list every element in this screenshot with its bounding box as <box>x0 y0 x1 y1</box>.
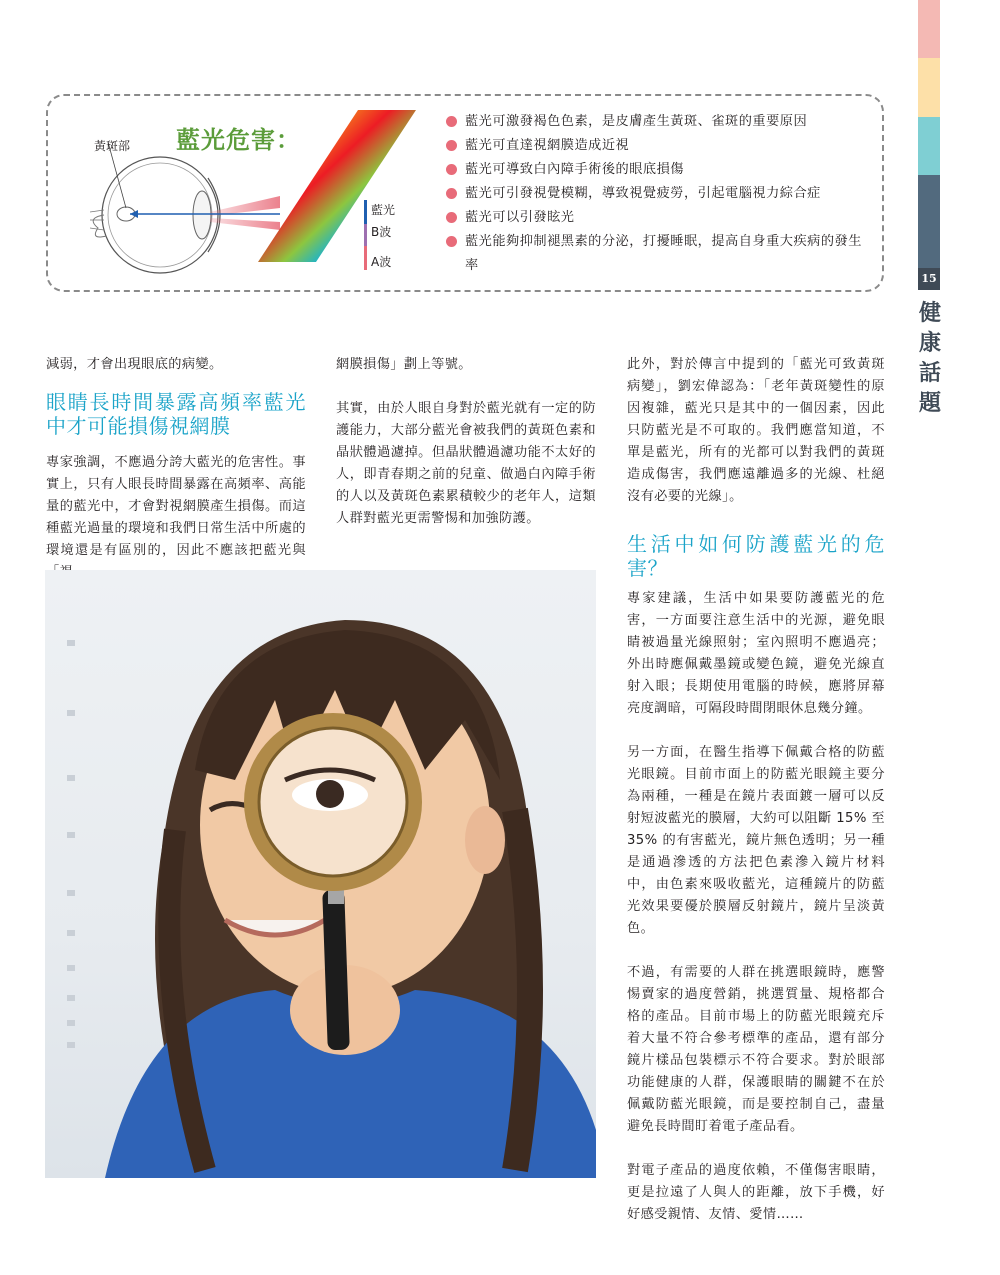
photo-illustration <box>45 570 596 1178</box>
list-item: 藍光能夠抑制褪黑素的分泌，打擾睡眠，提高自身重大疾病的發生率 <box>446 230 866 278</box>
blue-light-hazard-title: 藍光危害： <box>176 126 301 154</box>
blue-light-beam <box>210 196 280 216</box>
macula-label: 黃斑部 <box>94 139 131 153</box>
page-number: 15 <box>918 268 940 290</box>
bullet-dot-icon <box>446 116 457 127</box>
color-tab-yellow <box>918 58 940 117</box>
uv-beam <box>210 218 280 230</box>
bullet-dot-icon <box>446 164 457 175</box>
col3-p3: 另一方面，在醫生指導下佩戴合格的防藍光眼鏡。目前市面上的防藍光眼鏡主要分為兩種，一種是在鏡片表面鍍一層可以反射短波藍光的膜層，大約可以阻斷 15% 至 35% 的有害藍光，鏡片無色透明；另一種是通過滲透的方法把色素滲入鏡片材料中，由色素來吸收藍光，這種鏡片的防藍光效果要優於膜層反射鏡片，鏡片呈淡黃色。 <box>627 745 885 936</box>
column-1 <box>46 354 306 584</box>
col3-p2: 專家建議，生活中如果要防護藍光的危害，一方面要注意生活中的光源，避免眼睛被過量光線照射；室內照明不應過亮；外出時應佩戴墨鏡或變色鏡，避免光線直射入眼；長期使用電腦的時候，應將屏幕亮度調暗，可隔段時間閉眼休息幾分鐘。 <box>627 591 885 716</box>
bullet-dot-icon <box>446 140 457 151</box>
column-2 <box>336 354 596 530</box>
bullet-dot-icon <box>446 188 457 199</box>
col2-intro: 網膜損傷」劃上等號。 <box>336 357 472 372</box>
bullet-dot-icon <box>446 212 457 223</box>
list-item: 藍光可引發視覺模糊，導致視覺疲勞，引起電腦視力綜合症 <box>446 182 866 206</box>
b-wave-marker <box>364 224 367 246</box>
col1-intro: 減弱，才會出現眼底的病變。 <box>46 357 223 372</box>
list-item: 藍光可以引發眩光 <box>446 206 866 230</box>
girl-with-magnifier-photo <box>45 570 596 1178</box>
col3-p5: 對電子產品的過度依賴，不僅傷害眼睛，更是拉遠了人與人的距離，放下手機，好好感受親情、友情、愛情…… <box>627 1163 885 1222</box>
col1-heading: 眼睛長時間暴露高頻率藍光中才可能損傷視網膜 <box>46 390 306 438</box>
hazard-list <box>446 110 866 278</box>
color-tab-pink <box>918 0 940 58</box>
col3-heading: 生活中如何防護藍光的危害？ <box>627 532 885 580</box>
col3-p4: 不過，有需要的人群在挑選眼鏡時，應警惕賣家的過度營銷，挑選質量、規格都合格的產品。目前市場上的防藍光眼鏡充斥着大量不符合參考標準的產品，還有部分鏡片樣品包裝標示不符合要求。對於眼部功能健康的人群，保護眼睛的關鍵不在於佩戴防藍光眼鏡，而是要控制自己，盡量避免長時間盯着電子產品看。 <box>627 965 885 1134</box>
blue-light-label: 藍光 <box>371 203 396 217</box>
b-wave-label: B波 <box>371 225 392 239</box>
bullet-dot-icon <box>446 236 457 247</box>
col2-body: 其實，由於人眼自身對於藍光就有一定的防護能力，大部分藍光會被我們的黃斑色素和晶狀體過濾掉。但晶狀體過濾功能不太好的人，即青春期之前的兒童、做過白內障手術的人以及黃斑色素累積較少的老年人，這類人群對藍光更需警惕和加強防護。 <box>336 401 596 526</box>
list-item: 藍光可導致白內障手術後的眼底損傷 <box>446 158 866 182</box>
col3-p1: 此外，對於傳言中提到的「藍光可致黃斑病變」，劉宏偉認為：「老年黃斑變性的原因複雜，藍光只是其中的一個因素，因此只防藍光是不可取的。我們應當知道，不單是藍光，所有的光都可以對我們的黃斑造成傷害，我們應遠離過多的光線、杜絕沒有必要的光線」。 <box>627 357 885 504</box>
list-item: 藍光可直達視網膜造成近視 <box>446 134 866 158</box>
blue-light-marker <box>364 200 367 224</box>
a-wave-marker <box>364 246 367 270</box>
color-tab-teal <box>918 117 940 175</box>
a-wave-label: A波 <box>371 255 392 269</box>
column-3 <box>627 354 885 1226</box>
col1-body: 專家強調，不應過分誇大藍光的危害性。事實上，只有人眼長時間暴露在高頻率、高能量的藍光中，才會對視網膜產生損傷。而這種藍光過量的環境和我們日常生活中所處的環境還是有區別的，因此不應該把藍光與 <box>46 455 306 558</box>
section-title: 健 康 話 題 <box>918 300 941 416</box>
color-tab-slate <box>918 175 940 268</box>
list-item: 藍光可激發褐色色素，是皮膚產生黃斑、雀斑的重要原因 <box>446 110 866 134</box>
lens <box>193 191 211 239</box>
